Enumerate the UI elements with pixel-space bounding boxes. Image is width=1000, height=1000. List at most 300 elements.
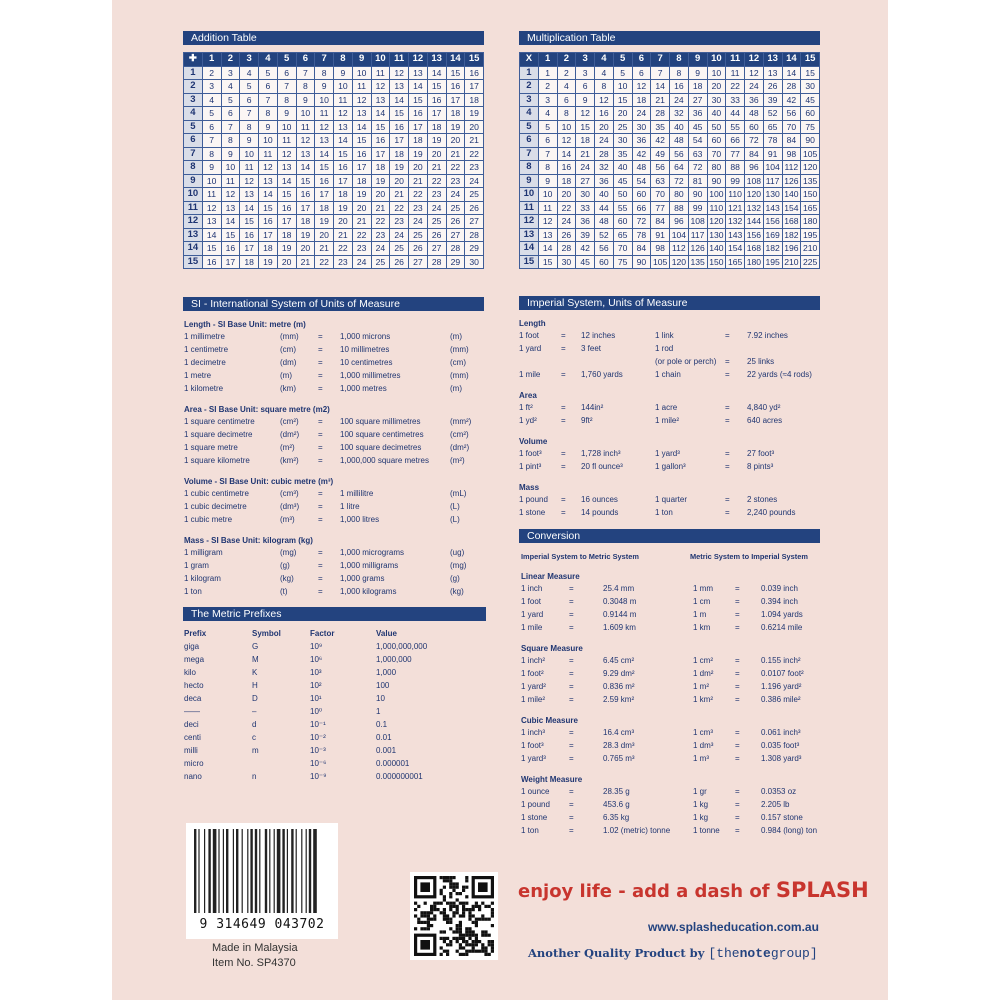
table-cell: 24 <box>371 242 390 256</box>
list-item <box>521 813 821 826</box>
table-cell: 84 <box>745 147 764 161</box>
table-cell: 154 <box>782 201 801 215</box>
group-title: Cubic Measure <box>521 716 578 725</box>
table-cell: 110 <box>707 201 726 215</box>
si-units-block <box>184 320 484 600</box>
cell-text: 1 m² <box>693 682 709 691</box>
cell-text: = <box>318 515 323 524</box>
table-row <box>520 147 820 161</box>
cell-text: 144in² <box>581 403 604 412</box>
group-title: Volume - SI Base Unit: cubic metre (m³) <box>184 477 334 486</box>
table-cell: 36 <box>576 215 595 229</box>
table-cell: 42 <box>576 242 595 256</box>
list-item <box>184 681 484 694</box>
table-cell: 7 <box>221 120 240 134</box>
table-cell: 23 <box>371 228 390 242</box>
cell-text: = <box>318 561 323 570</box>
table-cell: 21 <box>465 134 484 148</box>
table-cell: 143 <box>763 201 782 215</box>
table-cell: 9 <box>259 120 278 134</box>
cell-text: (kg) <box>450 587 464 596</box>
table-cell: 33 <box>576 201 595 215</box>
table-cell: 8 <box>240 120 259 134</box>
column-header: 8 <box>334 53 353 67</box>
table-cell: 36 <box>632 134 651 148</box>
table-cell: 8 <box>202 147 221 161</box>
table-cell: 165 <box>726 255 745 269</box>
table-row <box>184 242 484 256</box>
conversion-section-header: Conversion <box>519 529 820 543</box>
table-cell: 32 <box>595 161 614 175</box>
cell-text: 1 cm³ <box>693 728 713 737</box>
cell-text: Factor <box>310 629 335 638</box>
cell-text: 1 ton <box>521 826 539 835</box>
table-cell: 25 <box>446 201 465 215</box>
list-item <box>521 584 821 597</box>
list-item <box>184 746 484 759</box>
table-cell: 18 <box>296 215 315 229</box>
table-cell: 22 <box>352 228 371 242</box>
list-item <box>521 754 821 767</box>
cell-text: (kg) <box>280 574 294 583</box>
table-cell: 56 <box>595 242 614 256</box>
table-row <box>184 161 484 175</box>
table-cell: 6 <box>538 134 557 148</box>
table-cell: 13 <box>221 201 240 215</box>
table-cell: 19 <box>315 215 334 229</box>
table-cell: 91 <box>763 147 782 161</box>
table-cell: 17 <box>390 134 409 148</box>
cell-text: 1,000 metres <box>340 384 387 393</box>
table-cell: 99 <box>726 174 745 188</box>
table-cell: 5 <box>259 66 278 80</box>
table-cell: 5 <box>538 120 557 134</box>
table-cell: 140 <box>782 188 801 202</box>
table-cell: 7 <box>651 66 670 80</box>
qr-code <box>410 872 498 960</box>
table-cell: 45 <box>688 120 707 134</box>
cell-text: = <box>318 332 323 341</box>
cell-text: = <box>318 358 323 367</box>
cell-text: 1,000,000 square metres <box>340 456 429 465</box>
table-cell: 11 <box>240 161 259 175</box>
cell-text: 1,760 yards <box>581 370 623 379</box>
cell-text: (mg) <box>280 548 297 557</box>
table-cell: 24 <box>427 201 446 215</box>
table-cell: 88 <box>726 161 745 175</box>
table-cell: 13 <box>538 228 557 242</box>
table-cell: 36 <box>688 107 707 121</box>
cell-text: 8 pints³ <box>747 462 774 471</box>
table-cell: 105 <box>651 255 670 269</box>
cell-text: 1,000,000 <box>376 655 412 664</box>
cell-text: (L) <box>450 502 460 511</box>
table-cell: 78 <box>763 134 782 148</box>
table-cell: 12 <box>277 147 296 161</box>
table-cell: 24 <box>352 255 371 269</box>
table-cell: 11 <box>352 80 371 94</box>
table-cell: 10 <box>613 80 632 94</box>
table-cell: 40 <box>707 107 726 121</box>
group-title: Mass - SI Base Unit: kilogram (kg) <box>184 536 313 545</box>
list-item <box>184 587 484 600</box>
table-cell: 11 <box>538 201 557 215</box>
cell-text: 100 square decimetres <box>340 443 422 452</box>
table-cell: 52 <box>763 107 782 121</box>
cell-text: 10⁻⁹ <box>310 772 327 781</box>
column-header: 14 <box>446 53 465 67</box>
conversion-right-header: Metric System to Imperial System <box>690 552 808 561</box>
column-header: 2 <box>557 53 576 67</box>
table-row <box>184 188 484 202</box>
table-cell: 22 <box>465 147 484 161</box>
table-cell: 63 <box>688 147 707 161</box>
table-cell: 14 <box>334 134 353 148</box>
table-cell: 17 <box>427 107 446 121</box>
table-cell: 19 <box>277 242 296 256</box>
table-cell: 60 <box>745 120 764 134</box>
table-cell: 30 <box>465 255 484 269</box>
table-cell: 5 <box>202 107 221 121</box>
table-cell: 17 <box>259 228 278 242</box>
cell-text: = <box>569 741 574 750</box>
table-cell: 90 <box>632 255 651 269</box>
cell-text: = <box>725 449 730 458</box>
column-header: 4 <box>595 53 614 67</box>
list-item <box>184 456 484 469</box>
row-header: 1 <box>184 66 203 80</box>
table-cell: 15 <box>390 107 409 121</box>
cell-text: = <box>318 587 323 596</box>
cell-text: = <box>569 669 574 678</box>
table-cell: 17 <box>446 93 465 107</box>
barcode <box>186 823 338 939</box>
cell-text: (km) <box>280 384 296 393</box>
table-cell: 18 <box>315 201 334 215</box>
row-header: 15 <box>520 255 539 269</box>
row-header: 6 <box>184 134 203 148</box>
cell-text: = <box>735 826 740 835</box>
table-cell: 24 <box>557 215 576 229</box>
cell-text: 1 ton <box>655 508 673 517</box>
cell-text: = <box>569 754 574 763</box>
table-cell: 19 <box>390 161 409 175</box>
row-header: 12 <box>520 215 539 229</box>
table-cell: 17 <box>240 242 259 256</box>
table-cell: 14 <box>427 66 446 80</box>
table-cell: 23 <box>409 201 428 215</box>
table-row <box>184 174 484 188</box>
table-cell: 10 <box>240 147 259 161</box>
cell-text: = <box>318 417 323 426</box>
cell-text: 10⁶ <box>310 655 323 664</box>
cell-text: 10⁹ <box>310 642 323 651</box>
table-cell: 23 <box>334 255 353 269</box>
table-cell: 12 <box>371 80 390 94</box>
table-cell: 7 <box>240 107 259 121</box>
table-cell: 65 <box>613 228 632 242</box>
conversion-block <box>521 572 821 839</box>
table-cell: 15 <box>277 188 296 202</box>
table-cell: 120 <box>707 215 726 229</box>
table-cell: 195 <box>801 228 820 242</box>
table-cell: 195 <box>763 255 782 269</box>
cell-text: 0.155 inch² <box>761 656 801 665</box>
cell-text: 10⁰ <box>310 707 323 716</box>
table-cell: 22 <box>409 188 428 202</box>
cell-text: 1 foot <box>521 597 542 606</box>
table-cell: 14 <box>371 107 390 121</box>
table-cell: 210 <box>782 255 801 269</box>
table-cell: 22 <box>390 201 409 215</box>
table-cell: 30 <box>707 93 726 107</box>
cell-text: 0.9144 m <box>603 610 637 619</box>
cell-text: = <box>561 331 566 340</box>
cell-text: K <box>252 668 258 677</box>
row-header: 4 <box>184 107 203 121</box>
row-header: 9 <box>184 174 203 188</box>
table-cell: 13 <box>763 66 782 80</box>
table-cell: 21 <box>446 147 465 161</box>
table-cell: 70 <box>782 120 801 134</box>
table-cell: 10 <box>334 80 353 94</box>
column-header: 10 <box>707 53 726 67</box>
row-header: 12 <box>184 215 203 229</box>
table-cell: 12 <box>240 174 259 188</box>
table-row <box>520 188 820 202</box>
table-cell: 15 <box>427 80 446 94</box>
table-row <box>520 80 820 94</box>
list-item <box>521 787 821 800</box>
table-cell: 28 <box>446 242 465 256</box>
cell-text: 27 foot³ <box>747 449 775 458</box>
cell-text: 1 km² <box>693 695 713 704</box>
table-cell: 45 <box>613 174 632 188</box>
table-cell: 210 <box>801 242 820 256</box>
table-cell: 6 <box>576 80 595 94</box>
table-cell: 150 <box>801 188 820 202</box>
cell-text: = <box>735 584 740 593</box>
table-cell: 18 <box>576 134 595 148</box>
table-cell: 11 <box>259 147 278 161</box>
table-cell: 25 <box>613 120 632 134</box>
table-cell: 28 <box>427 255 446 269</box>
table-cell: 36 <box>745 93 764 107</box>
table-cell: 21 <box>576 147 595 161</box>
list-item <box>519 495 819 508</box>
table-cell: 25 <box>390 242 409 256</box>
table-cell: 49 <box>651 147 670 161</box>
group-title: Square Measure <box>521 644 583 653</box>
table-cell: 4 <box>202 93 221 107</box>
cell-text: 1 kilometre <box>184 384 224 393</box>
table-cell: 143 <box>726 228 745 242</box>
cell-text: = <box>569 813 574 822</box>
table-cell: 108 <box>688 215 707 229</box>
table-cell: 24 <box>745 80 764 94</box>
table-cell: 54 <box>688 134 707 148</box>
table-cell: 22 <box>427 174 446 188</box>
metric-prefixes-header: The Metric Prefixes <box>183 607 486 621</box>
website-url: www.splasheducation.com.au <box>648 920 819 934</box>
table-cell: 12 <box>315 120 334 134</box>
row-header: 4 <box>520 107 539 121</box>
table-cell: 24 <box>576 161 595 175</box>
table-cell: 3 <box>202 80 221 94</box>
table-cell: 26 <box>446 215 465 229</box>
cell-text: = <box>725 403 730 412</box>
table-cell: 14 <box>409 80 428 94</box>
table-cell: 19 <box>465 107 484 121</box>
table-cell: 196 <box>782 242 801 256</box>
table-cell: 72 <box>688 161 707 175</box>
table-cell: 56 <box>670 147 689 161</box>
cell-text: 1 mile <box>521 623 543 632</box>
table-cell: 11 <box>726 66 745 80</box>
table-cell: 19 <box>446 120 465 134</box>
table-cell: 17 <box>296 201 315 215</box>
cell-text: = <box>735 682 740 691</box>
cell-text: 1 metre <box>184 371 212 380</box>
table-cell: 15 <box>352 134 371 148</box>
table-cell: 3 <box>538 93 557 107</box>
table-cell: 21 <box>409 174 428 188</box>
table-cell: 91 <box>651 228 670 242</box>
cell-text: 25 links <box>747 357 775 366</box>
table-cell: 14 <box>315 147 334 161</box>
table-cell: 27 <box>446 228 465 242</box>
list-item <box>521 623 821 636</box>
cell-text: 1.094 yards <box>761 610 803 619</box>
list-item <box>521 656 821 669</box>
cell-text: 14 pounds <box>581 508 619 517</box>
table-cell: 98 <box>651 242 670 256</box>
table-row <box>184 228 484 242</box>
table-cell: 12 <box>632 80 651 94</box>
table-cell: 29 <box>465 242 484 256</box>
table-cell: 14 <box>202 228 221 242</box>
list-item <box>184 502 484 515</box>
table-cell: 40 <box>670 120 689 134</box>
cell-text: 1 link <box>655 331 674 340</box>
table-cell: 18 <box>277 228 296 242</box>
cell-text: (L) <box>450 515 460 524</box>
table-cell: 12 <box>576 107 595 121</box>
table-cell: 7 <box>538 147 557 161</box>
table-cell: 20 <box>613 107 632 121</box>
conversion-left-header: Imperial System to Metric System <box>521 552 639 561</box>
cell-text: —— <box>184 707 200 716</box>
cell-text: = <box>735 787 740 796</box>
cell-text: 20 fl ounce³ <box>581 462 623 471</box>
cell-text: = <box>569 623 574 632</box>
cell-text: 2.205 lb <box>761 800 790 809</box>
table-cell: 23 <box>446 174 465 188</box>
table-cell: 16 <box>277 201 296 215</box>
table-cell: 90 <box>707 174 726 188</box>
table-cell: 12 <box>296 134 315 148</box>
table-cell: 18 <box>557 174 576 188</box>
column-header: 14 <box>782 53 801 67</box>
table-cell: 44 <box>726 107 745 121</box>
table-cell: 20 <box>334 215 353 229</box>
table-cell: 16 <box>240 228 259 242</box>
table-cell: 70 <box>651 188 670 202</box>
cell-text: c <box>252 733 256 742</box>
cell-text: 2 stones <box>747 495 778 504</box>
table-cell: 20 <box>390 174 409 188</box>
table-cell: 9 <box>538 174 557 188</box>
table-cell: 19 <box>259 255 278 269</box>
cell-text: 1,728 inch³ <box>581 449 621 458</box>
table-cell: 18 <box>352 174 371 188</box>
cell-text: (m²) <box>450 456 465 465</box>
table-cell: 16 <box>202 255 221 269</box>
table-cell: 18 <box>334 188 353 202</box>
list-item <box>184 371 484 384</box>
cell-text: 10¹ <box>310 694 322 703</box>
table-cell: 16 <box>390 120 409 134</box>
table-cell: 5 <box>240 80 259 94</box>
table-cell: 30 <box>557 255 576 269</box>
cell-text: hecto <box>184 681 204 690</box>
cell-text: G <box>252 642 259 651</box>
row-header: 3 <box>184 93 203 107</box>
table-cell: 42 <box>632 147 651 161</box>
cell-text: 1 m <box>693 610 707 619</box>
column-header: 5 <box>277 53 296 67</box>
cell-text: 1 mile² <box>655 416 680 425</box>
table-cell: 17 <box>277 215 296 229</box>
table-cell: 13 <box>202 215 221 229</box>
table-cell: 130 <box>707 228 726 242</box>
cell-text: (mm) <box>280 332 299 341</box>
table-cell: 30 <box>576 188 595 202</box>
table-cell: 96 <box>745 161 764 175</box>
table-cell: 26 <box>465 201 484 215</box>
table-cell: 20 <box>315 228 334 242</box>
table-cell: 77 <box>651 201 670 215</box>
column-header: 4 <box>259 53 278 67</box>
table-cell: 10 <box>315 93 334 107</box>
table-cell: 11 <box>296 120 315 134</box>
table-cell: 55 <box>726 120 745 134</box>
table-cell: 42 <box>651 134 670 148</box>
cell-text: = <box>725 508 730 517</box>
table-cell: 29 <box>446 255 465 269</box>
cell-text: 10² <box>310 681 322 690</box>
cell-text: 10³ <box>310 668 322 677</box>
cell-text: 1 stone <box>519 508 546 517</box>
table-cell: 40 <box>613 161 632 175</box>
cell-text: 9ft² <box>581 416 593 425</box>
table-cell: 26 <box>763 80 782 94</box>
table-cell: 9 <box>334 66 353 80</box>
list-item <box>184 358 484 371</box>
table-cell: 9 <box>277 107 296 121</box>
table-cell: 15 <box>315 161 334 175</box>
table-cell: 9 <box>240 134 259 148</box>
table-cell: 9 <box>221 147 240 161</box>
table-cell: 1 <box>538 66 557 80</box>
table-cell: 15 <box>446 66 465 80</box>
column-header: 13 <box>763 53 782 67</box>
cell-text: 100 square millimetres <box>340 417 421 426</box>
cell-text: = <box>318 548 323 557</box>
cell-text: = <box>561 508 566 517</box>
table-cell: 132 <box>726 215 745 229</box>
cell-text: 1 foot³ <box>519 449 542 458</box>
